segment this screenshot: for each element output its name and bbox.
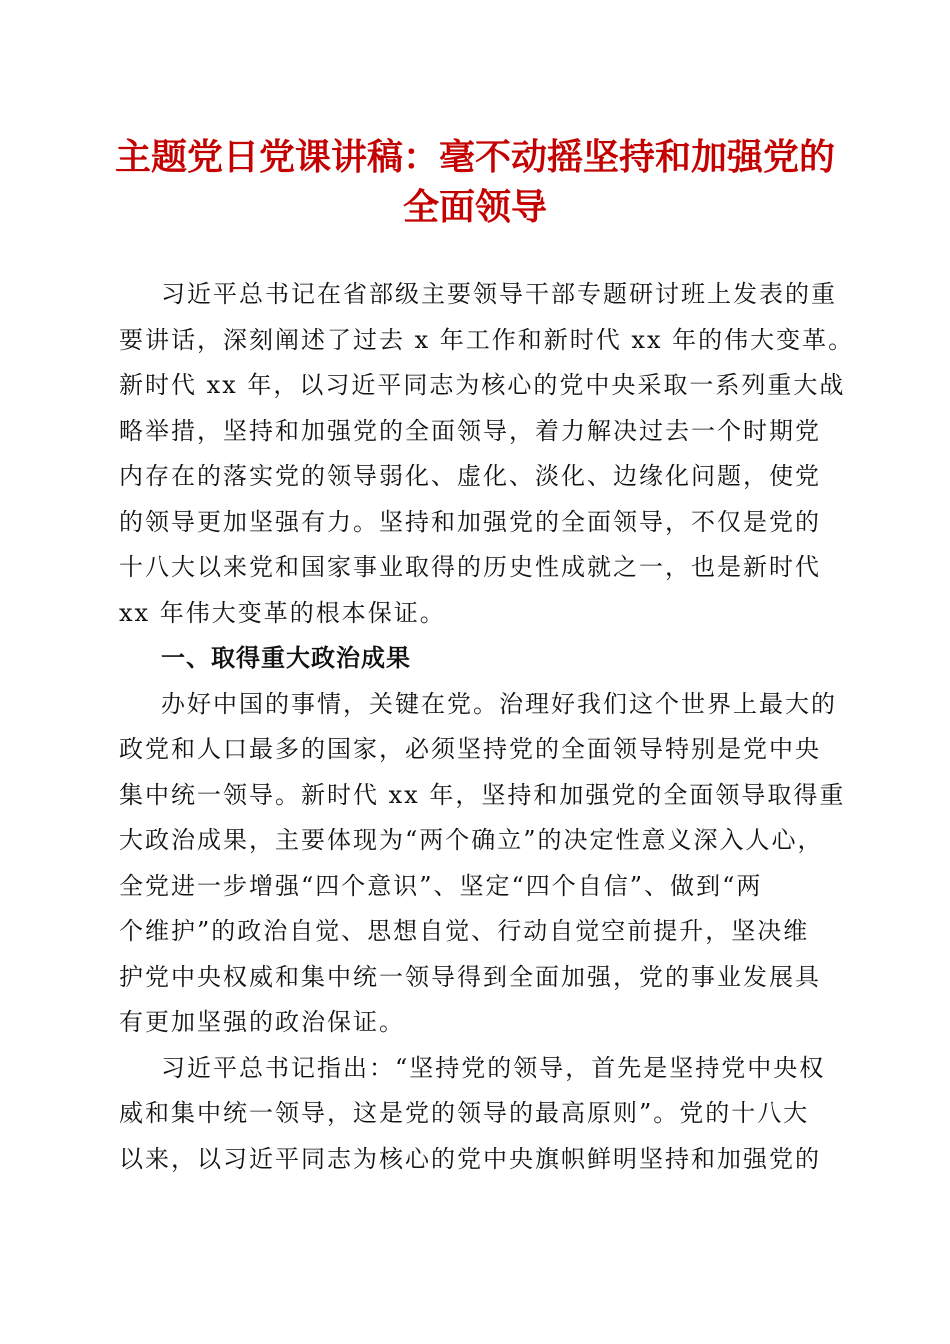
text-line: xx 年伟大变革的根本保证。 (119, 598, 446, 627)
paragraph-1 (119, 272, 855, 636)
text-line: 略举措，坚持和加强党的全面领导，着力解决过去一个时期党 (119, 416, 821, 445)
text-line: 的领导更加坚强有力。坚持和加强党的全面领导，不仅是党的 (119, 507, 821, 536)
text-line: 办好中国的事情，关键在党。治理好我们这个世界上最大的 (161, 689, 837, 718)
section-heading: 一、取得重大政治成果 (161, 644, 411, 672)
text-line: 威和集中统一领导，这是党的领导的最高原则”。党的十八大 (119, 1099, 810, 1127)
text-line: 政党和人口最多的国家，必须坚持党的全面领导特别是党中央 (119, 735, 821, 763)
paragraph-2 (119, 682, 846, 1046)
text-line: 内存在的落实党的领导弱化、虚化、淡化、边缘化问题，使党 (119, 462, 821, 490)
title-line-2: 全面领导 (402, 186, 547, 228)
paragraph-3 (119, 1046, 831, 1183)
text-line: 习近平总书记指出：“坚持党的领导，首先是坚持党中央权 (161, 1053, 826, 1082)
text-line: 以来，以习近平同志为核心的党中央旗帜鲜明坚持和加强党的 (119, 1144, 821, 1173)
text-line: 大政治成果，主要体现为“两个确立”的决定性意义深入人心， (119, 826, 824, 854)
text-line: 有更加坚强的政治保证。 (119, 1008, 405, 1036)
text-line: 护党中央权威和集中统一领导得到全面加强，党的事业发展具 (119, 962, 821, 991)
document-body (119, 272, 855, 1182)
text-line: 全党进一步增强“四个意识”、坚定“四个自信”、做到“两 (119, 871, 763, 900)
text-line: 新时代 xx 年，以习近平同志为核心的党中央采取一系列重大战 (119, 371, 846, 399)
text-line: 个维护”的政治自觉、思想自觉、行动自觉空前提升，坚决维 (119, 917, 810, 945)
text-line: 习近平总书记在省部级主要领导干部专题研讨班上发表的重 (161, 280, 837, 308)
text-line: 要讲话，深刻阐述了过去 x 年工作和新时代 xx 年的伟大变革。 (119, 325, 855, 354)
text-line: 十八大以来党和国家事业取得的历史性成就之一，也是新时代 (119, 553, 821, 581)
title-line-1: 主题党日党课讲稿：毫不动摇坚持和加强党的 (114, 136, 835, 178)
document-title (100, 132, 850, 232)
text-line: 集中统一领导。新时代 xx 年，坚持和加强党的全面领导取得重 (119, 780, 846, 809)
